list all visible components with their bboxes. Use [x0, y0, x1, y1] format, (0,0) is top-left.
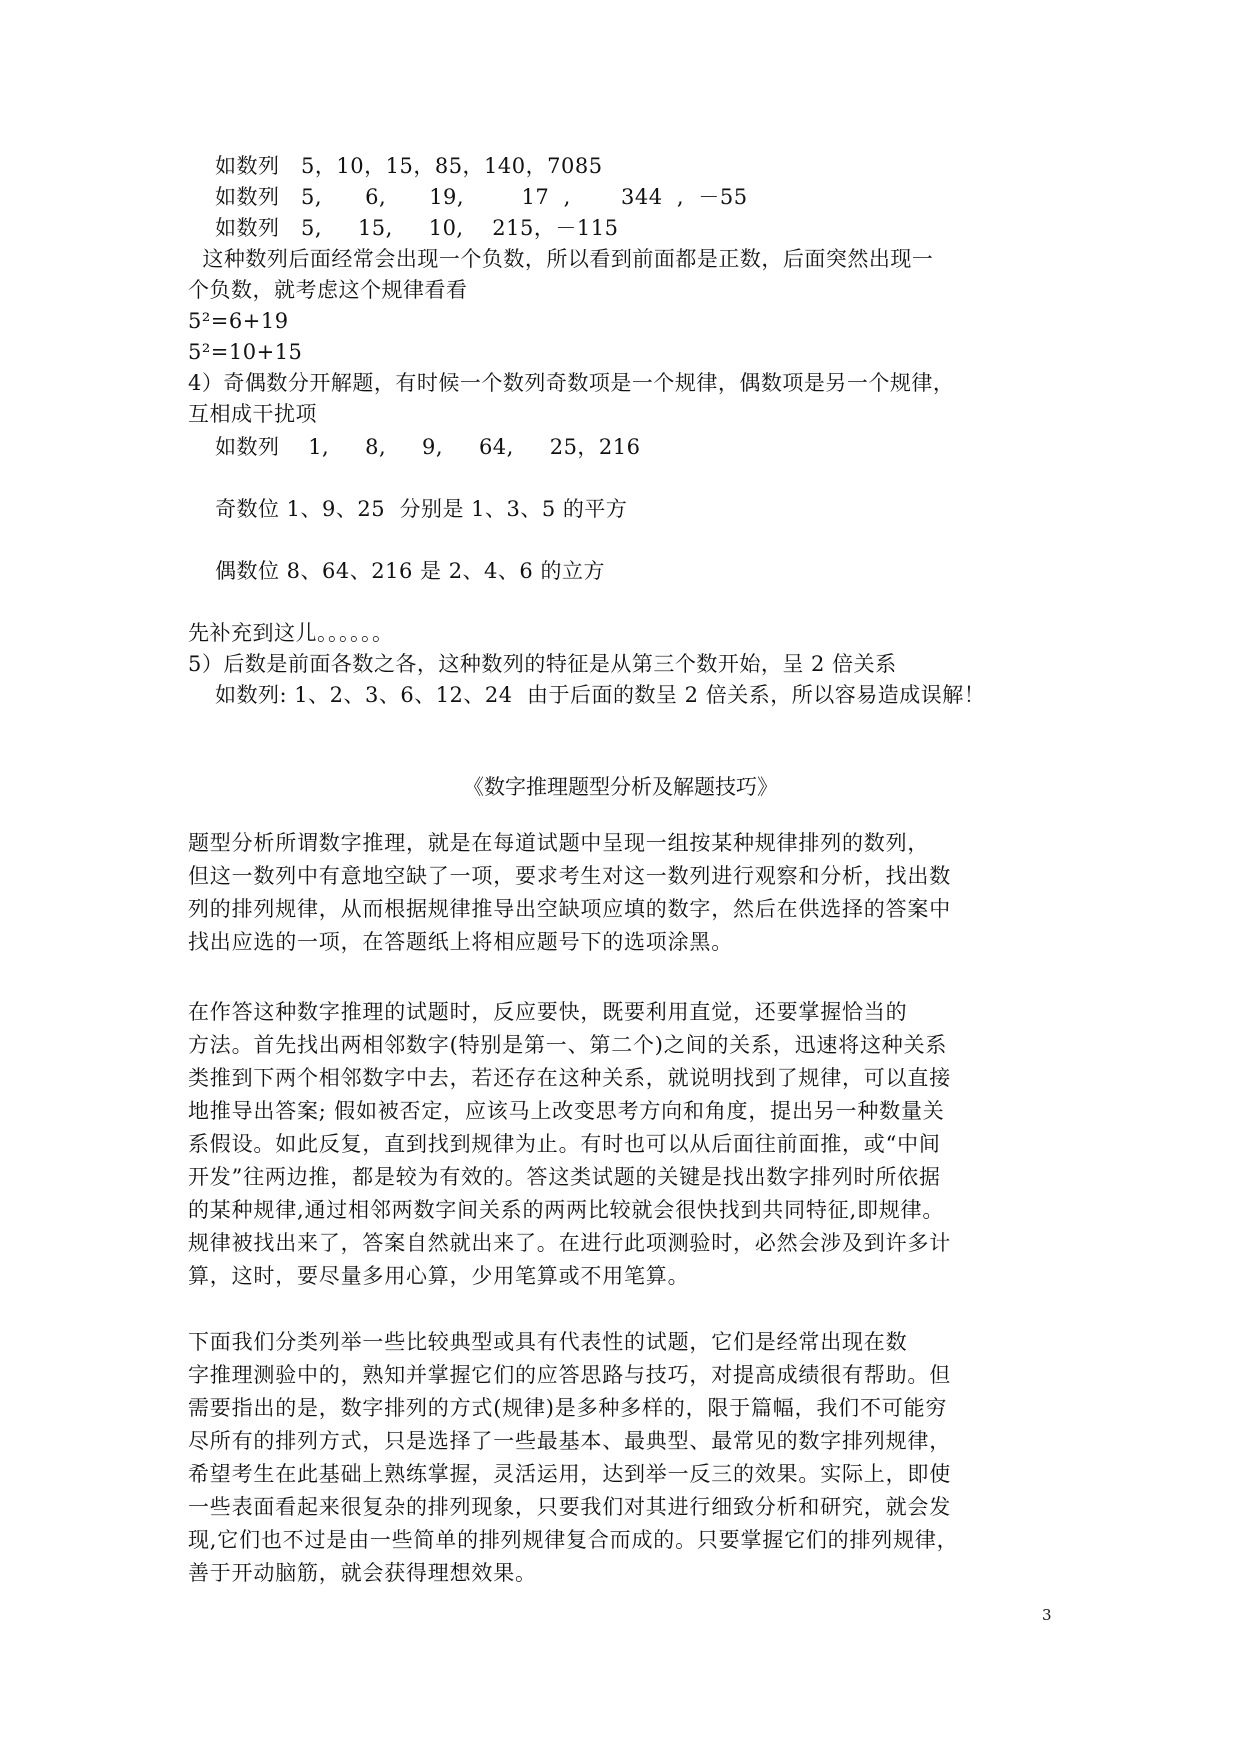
paragraph-line: 字推理测验中的，熟知并掌握它们的应答思路与技巧，对提高成绩很有帮助。但 [188, 1363, 951, 1387]
text-line: 互相成干扰项 [188, 402, 317, 426]
paragraph-line: 现,它们也不过是由一些简单的排列规律复合而成的。只要掌握它们的排列规律， [188, 1528, 959, 1552]
document-title: 《数字推理题型分析及解题技巧》 [463, 775, 778, 799]
example-sequence-line: 如数列 1, 8, 9, 64, 25，216 [215, 435, 641, 459]
paragraph-line: 方法。首先找出两相邻数字(特别是第一、第二个)之间的关系，迅速将这种关系 [188, 1033, 948, 1057]
section-heading-line: 4）奇偶数分开解题，有时候一个数列奇数项是一个规律，偶数项是另一个规律， [188, 371, 955, 395]
example-sequence-line: 如数列 5, 6, 19, 17 , 344 , －55 [215, 185, 748, 209]
text-line: 先补充到这儿。。。。。。 [188, 621, 394, 645]
example-sequence-line: 如数列 5，10，15，85，140，7085 [215, 154, 603, 178]
paragraph-line: 下面我们分类列举一些比较典型或具有代表性的试题，它们是经常出现在数 [188, 1330, 908, 1354]
explanation-line: 奇数位 1、9、25 分别是 1、3、5 的平方 [215, 497, 628, 521]
formula-line: 5²=6+19 [188, 309, 289, 333]
text-line: 个负数，就考虑这个规律看看 [188, 278, 468, 302]
paragraph-line: 的某种规律,通过相邻两数字间关系的两两比较就会很快找到共同特征,即规律。 [188, 1198, 945, 1222]
paragraph-line: 地推导出答案; 假如被否定，应该马上改变思考方向和角度，提出另一种数量关 [188, 1099, 945, 1123]
paragraph-line: 找出应选的一项，在答题纸上将相应题号下的选项涂黑。 [188, 930, 733, 954]
text-line: 这种数列后面经常会出现一个负数，所以看到前面都是正数，后面突然出现一 [188, 247, 934, 271]
paragraph-line: 需要指出的是，数字排列的方式(规律)是多种多样的，限于篇幅，我们不可能穷 [188, 1396, 948, 1420]
explanation-line: 偶数位 8、64、216 是 2、4、6 的立方 [215, 559, 605, 583]
page-number: 3 [1042, 1606, 1052, 1624]
paragraph-line: 系假设。如此反复，直到找到规律为止。有时也可以从后面往前面推，或“中间 [188, 1132, 941, 1156]
paragraph-line: 开发”往两边推，都是较为有效的。答这类试题的关键是找出数字排列时所依据 [188, 1165, 941, 1189]
paragraph-line: 类推到下两个相邻数字中去，若还存在这种关系，就说明找到了规律，可以直接 [188, 1066, 951, 1090]
paragraph-line: 算，这时，要尽量多用心算，少用笔算或不用笔算。 [188, 1264, 690, 1288]
paragraph-intro [188, 827, 1068, 959]
paragraph-line: 善于开动脑筋，就会获得理想效果。 [188, 1561, 537, 1585]
example-sequence-line: 如数列: 1、2、3、6、12、24 由于后面的数呈 2 倍关系，所以容易造成误解！ [215, 683, 986, 707]
paragraph-overview [188, 1326, 1068, 1590]
section-heading-line: 5）后数是前面各数之各，这种数列的特征是从第三个数开始，呈 2 倍关系 [188, 652, 897, 676]
example-sequence-line: 如数列 5, 15, 10, 215，－115 [215, 216, 619, 240]
paragraph-method [188, 996, 1068, 1293]
paragraph-line: 希望考生在此基础上熟练掌握，灵活运用，达到举一反三的效果。实际上，即使 [188, 1462, 951, 1486]
paragraph-line: 题型分析所谓数字推理，就是在每道试题中呈现一组按某种规律排列的数列， [188, 831, 930, 855]
paragraph-line: 尽所有的排列方式，只是选择了一些最基本、最典型、最常见的数字排列规律， [188, 1429, 951, 1453]
paragraph-line: 列的排列规律，从而根据规律推导出空缺项应填的数字，然后在供选择的答案中 [188, 897, 951, 921]
paragraph-line: 规律被找出来了，答案自然就出来了。在进行此项测验时，必然会涉及到许多计 [188, 1231, 951, 1255]
paragraph-line: 但这一数列中有意地空缺了一项，要求考生对这一数列进行观察和分析，找出数 [188, 864, 951, 888]
paragraph-line: 在作答这种数字推理的试题时，反应要快，既要利用直觉，还要掌握恰当的 [188, 1000, 908, 1024]
formula-line: 5²=10+15 [188, 340, 303, 364]
paragraph-line: 一些表面看起来很复杂的排列现象，只要我们对其进行细致分析和研究，就会发 [188, 1495, 951, 1519]
